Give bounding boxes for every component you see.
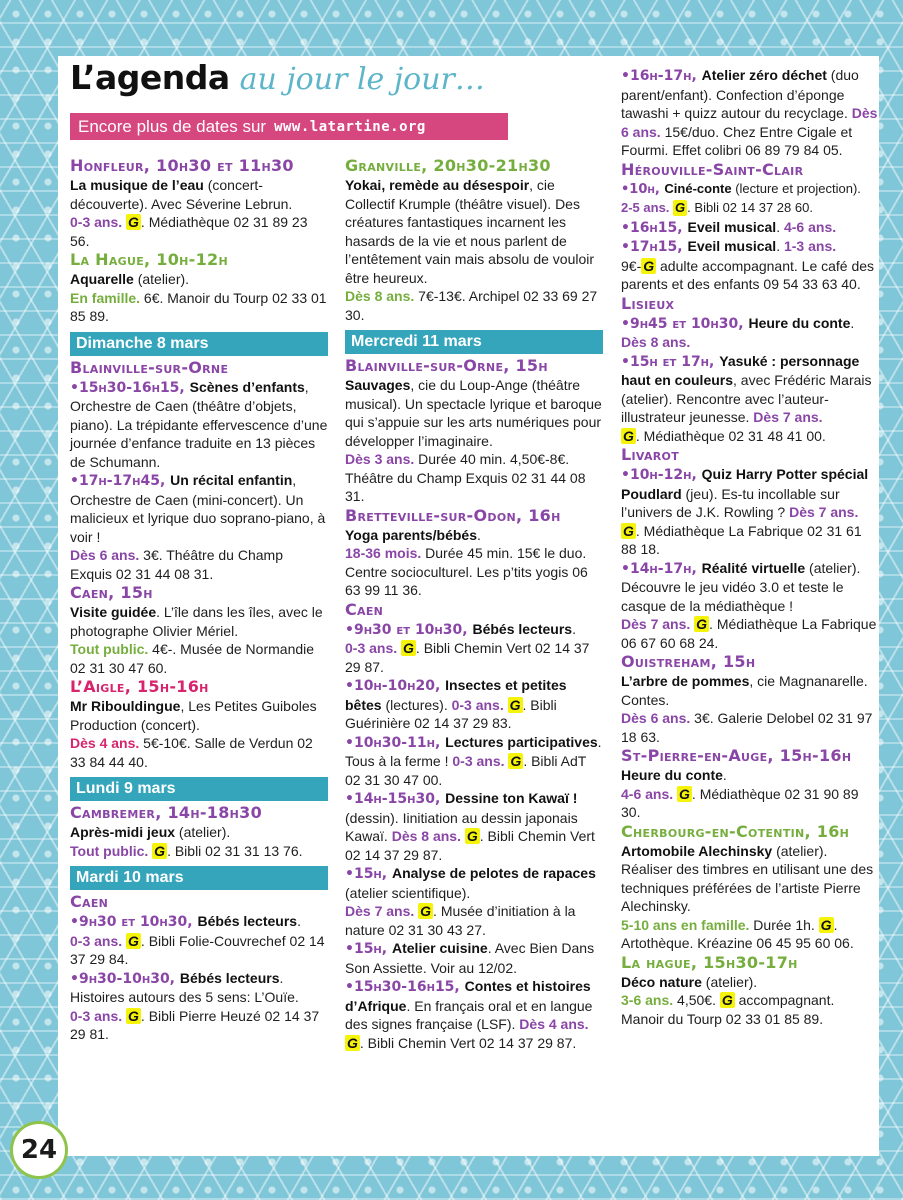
event-entry: •9h30 et 10h30, Bébés lecteurs. 0-3 ans. G . Bibli Folie-Couvrechef 02 14 37 29 84. xyxy=(70,913,325,967)
location-heading: Bretteville-sur-Odon, 16h xyxy=(345,505,561,525)
event-entry: Yokai, remède au désespoir, cie Collectif Krumple (théâtre visuel). Des créatures fantastiques incarnent les hasards de la vie et nous parlent de l’entêtement vain mais absolu de vouloir être heureux. Dès 8 ans. 7€-13€. Archipel 02 33 69 27 30. xyxy=(345,177,598,323)
location-heading: Ouistreham, 15h xyxy=(621,652,756,671)
free-badge: G xyxy=(128,1007,139,1024)
location-heading: L’Aigle, 15h-16h xyxy=(70,677,209,696)
location-heading: Cambremer, 14h-18h30 xyxy=(70,803,262,822)
event-entry: Sauvages, cie du Loup-Ange (théâtre musical). Un spectacle lyrique et baroque qui s’appuie sur les arts numériques pour développer l’imaginaire. Dès 3 ans. Durée 40 min. 4,50€-8€. Théâtre du Champ Exquis 02 31 44 08 31. xyxy=(345,377,602,504)
location-heading: Hérouville-Saint-Clair xyxy=(621,159,804,179)
free-badge: G xyxy=(128,214,139,230)
event-entry: Visite guidée. L’île dans les îles, avec le photographe Olivier Mériel. Tout public. 4€-. Musée de Normandie 02 31 30 47 60. xyxy=(70,604,323,676)
event-entry: •10h-12h, Quiz Harry Potter spécial Poudlard (jeu). Es-tu incollable sur l’univers de J.K. Rowling ? Dès 7 ans. G . Médiathèque La Fabrique 02 31 61 88 18. xyxy=(621,466,869,557)
event-entry: •9h30-10h30, Bébés lecteurs. Histoires autours des 5 sens: L’Ouïe. 0-3 ans. G . Bibli Pierre Heuzé 02 14 37 29 81. xyxy=(70,969,320,1042)
event-entry: •10h, Ciné-conte (lecture et projection). 2-5 ans. G . Bibli 02 14 37 28 60. xyxy=(621,180,861,215)
free-badge: G xyxy=(675,200,686,215)
day-header: Mercredi 11 mars xyxy=(345,330,603,354)
event-entry: •9h45 et 10h30, Heure du conte. Dès 8 ans. xyxy=(621,314,855,350)
event-entry: Artomobile Alechinsky (atelier). Réaliser des timbres en utilisant une des techniques préférées de l’artiste Pierre Alechinsky. 5-10 ans en famille. Durée 1h. G . Artothèque. Kréazine 06 45 95 60 06. xyxy=(621,842,874,951)
free-badge: G xyxy=(623,427,634,444)
title-main: L’agenda xyxy=(70,58,230,97)
free-badge: G xyxy=(820,916,832,933)
title-script: au jour le jour… xyxy=(239,62,485,97)
website-banner xyxy=(70,113,508,140)
free-badge: G xyxy=(420,903,432,919)
event-entry: Déco nature (atelier). 3-6 ans. 4,50€. G accompagnant. Manoir du Tourp 02 33 01 85 89. xyxy=(621,973,835,1027)
event-entry: Aquarelle (atelier). En famille. 6€. Manoir du Tourp 02 33 01 85 89. xyxy=(70,271,327,324)
location-heading: Cherbourg-en-Cotentin, 16h xyxy=(621,821,850,841)
event-entry: •15h, Atelier cuisine. Avec Bien Dans Son Assiette. Voir au 12/02. xyxy=(345,940,595,976)
event-entry: Heure du conte. 4-6 ans. G . Médiathèque 02 31 90 89 30. xyxy=(621,767,859,820)
event-entry: •15h et 17h, Yasuké : personnage haut en couleurs, avec Frédéric Marais (atelier). Rencontre avec l’auteur-illustrateur jeunesse. Dès 7 ans. G . Médiathèque 02 31 48 41 00. xyxy=(621,352,872,444)
location-heading: Blainville-sur-Orne xyxy=(70,357,229,377)
event-entry: •16h15, Eveil musical. 4-6 ans. xyxy=(621,218,837,236)
location-heading: Granville, 20h30-21h30 xyxy=(345,156,551,175)
location-heading: Livarot xyxy=(621,445,679,464)
event-entry: •10h30-11h, Lectures participatives. Tous à la ferme ! 0-3 ans. G . Bibli AdT 02 31 30 47 00. xyxy=(345,733,602,788)
location-heading: Honfleur, 10h30 et 11h30 xyxy=(70,156,294,175)
column-2 xyxy=(345,156,603,1052)
location-heading: St-Pierre-en-Auge, 15h-16h xyxy=(621,746,852,765)
event-entry: Après-midi jeux (atelier). Tout public. G . Bibli 02 31 31 13 76. xyxy=(70,824,303,859)
free-badge: G xyxy=(128,932,139,949)
event-entry: •15h30-16h15, Scènes d’enfants, Orchestre de Caen (théâtre d’objets, piano). La trépidante effervescence d’une journée d’enfance traduite en 13 pièces de Schumann. xyxy=(70,378,328,470)
event-entry: Mr Ribouldingue, Les Petites Guiboles Production (concert). Dès 4 ans. 5€-10€. Salle de Verdun 02 33 84 44 40. xyxy=(70,698,317,770)
free-badge: G xyxy=(466,828,478,844)
column-3 xyxy=(621,66,879,1028)
location-heading: Caen xyxy=(70,892,109,911)
free-badge: G xyxy=(643,257,655,274)
free-badge: G xyxy=(721,992,733,1008)
free-badge: G xyxy=(696,616,708,632)
day-header: Lundi 9 mars xyxy=(70,777,328,801)
event-entry: Yoga parents/bébés. 18-36 mois. Durée 45 min. 15€ le duo. Centre socioculturel. Les p’tits yogis 06 63 99 11 36. xyxy=(345,526,588,598)
location-heading: Blainville-sur-Orne, 15h xyxy=(345,356,548,375)
event-entry: •17h-17h45, Un récital enfantin, Orchestre de Caen (mini-concert). Un malicieux et lyrique duo soprano-piano, à voir ! Dès 6 ans. 3€. Théâtre du Champ Exquis 02 31 44 08 31. xyxy=(70,472,326,582)
free-badge: G xyxy=(403,640,414,656)
location-heading: La Hague, 10h-12h xyxy=(70,250,228,269)
event-entry: •10h-10h20, Insectes et petites bêtes (lectures). 0-3 ans. G . Bibli Guérinière 02 14 37 29 83. xyxy=(345,677,567,731)
event-entry: •14h-17h, Réalité virtuelle (atelier). Découvre le jeu vidéo 3.0 et teste le casque de la médiathèque ! Dès 7 ans. G . Médiathèque La Fabrique 06 67 60 68 24. xyxy=(621,559,877,651)
free-badge: G xyxy=(510,753,522,769)
free-badge: G xyxy=(679,785,690,802)
event-entry: •9h30 et 10h30, Bébés lecteurs. 0-3 ans. G . Bibli Chemin Vert 02 14 37 29 87. xyxy=(345,620,590,675)
event-entry: •16h-17h, Atelier zéro déchet (duo parent/enfant). Confection d’éponge tawashi + quizz autour du recyclage. Dès 6 ans. 15€/duo. Chez Entre Cigale et Fourmi. Effet colibri 06 89 79 84 05. xyxy=(621,67,878,158)
page-title xyxy=(70,58,485,97)
event-entry: La musique de l’eau (concert-découverte). Avec Séverine Lebrun. 0-3 ans. G . Médiathèque 02 31 89 23 56. xyxy=(70,177,308,249)
free-badge: G xyxy=(509,696,521,713)
column-1 xyxy=(70,156,328,1044)
free-badge: G xyxy=(623,522,634,539)
event-entry: •14h-15h30, Dessine ton Kawaï ! (dessin). Iinitiation au dessin japonais Kawaï. Dès 8 ans. G . Bibli Chemin Vert 02 14 37 29 87. xyxy=(345,790,595,863)
event-entry: •17h15, Eveil musical. 1-3 ans. 9€- G adulte accompagnant. Le café des parents et des enfants 09 54 33 63 40. xyxy=(621,238,875,292)
location-heading: Caen xyxy=(345,599,384,619)
location-heading: Caen, 15h xyxy=(70,583,153,602)
banner-text: Encore plus de dates sur xyxy=(78,116,267,136)
page-number: 24 xyxy=(10,1121,68,1179)
free-badge: G xyxy=(154,842,166,859)
location-heading: Lisieux xyxy=(621,293,675,313)
location-heading: La hague, 15h30-17h xyxy=(621,952,798,972)
free-badge: G xyxy=(347,1034,358,1051)
event-entry: L’arbre de pommes, cie Magnanarelle. Contes. Dès 6 ans. 3€. Galerie Delobel 02 31 97 18 63. xyxy=(621,673,873,745)
event-entry: •15h30-16h15, Contes et histoires d’Afrique. En français oral et en langue des signes française (LSF). Dès 4 ans. G . Bibli Chemin Vert 02 14 37 29 87. xyxy=(345,978,593,1051)
day-header: Dimanche 8 mars xyxy=(70,332,328,356)
day-header: Mardi 10 mars xyxy=(70,866,328,890)
banner-url-link[interactable]: www.latartine.org xyxy=(274,118,426,135)
event-entry: •15h, Analyse de pelotes de rapaces (atelier scientifique). Dès 7 ans. G . Musée d’initiation à la nature 02 31 30 43 27. xyxy=(345,865,596,938)
